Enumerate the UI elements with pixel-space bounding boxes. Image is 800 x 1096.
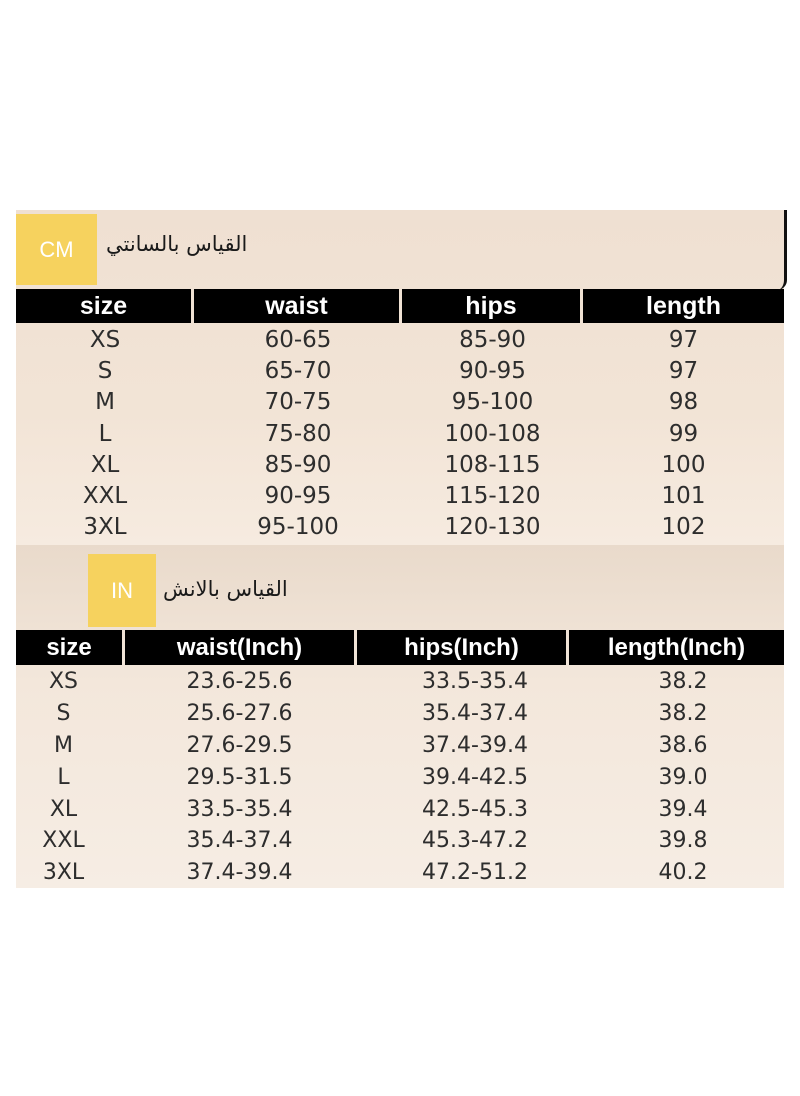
table-row [16, 825, 784, 857]
length-cell: 39.8 [658, 828, 708, 854]
cm-unit-badge: CM [16, 214, 97, 285]
waist-cell: 60-65 [264, 326, 332, 353]
hips-cell: 39.4-42.5 [422, 764, 528, 790]
size-cell: S [56, 701, 71, 727]
inch-header-length: length(Inch) [569, 630, 784, 665]
table-row [16, 512, 784, 543]
hips-cell: 35.4-37.4 [422, 701, 528, 727]
table-row [16, 857, 784, 889]
waist-cell: 29.5-31.5 [186, 764, 293, 790]
size-cell: XXL [42, 828, 85, 854]
size-cell: XS [89, 326, 121, 353]
hips-cell: 45.3-47.2 [422, 828, 528, 854]
inch-unit-badge: IN [88, 554, 156, 627]
table-row [16, 666, 784, 698]
cm-header-waist: waist [194, 289, 399, 323]
size-cell: XS [48, 669, 79, 695]
cm-header-length: length [583, 289, 784, 323]
hips-cell: 95-100 [451, 389, 534, 416]
length-cell: 39.0 [658, 764, 708, 790]
hips-cell: 33.5-35.4 [422, 669, 528, 695]
hips-cell: 115-120 [444, 483, 541, 510]
length-cell: 38.2 [658, 669, 708, 695]
hips-cell: 90-95 [459, 357, 526, 384]
length-cell: 39.4 [658, 796, 708, 822]
hips-cell: 100-108 [444, 420, 541, 447]
inch-header-size: size [16, 630, 122, 665]
hips-cell: 108-115 [444, 451, 541, 478]
table-row [16, 355, 784, 386]
waist-cell: 90-95 [264, 483, 332, 510]
inch-header-hips: hips(Inch) [357, 630, 566, 665]
size-cell: L [57, 764, 70, 790]
table-row [16, 793, 784, 825]
size-cell: XXL [82, 483, 128, 510]
size-cell: S [97, 357, 113, 384]
cm-header-row [16, 289, 784, 323]
table-row [16, 698, 784, 730]
length-cell: 100 [661, 451, 706, 478]
size-cell: 3XL [83, 514, 127, 541]
length-cell: 97 [668, 357, 699, 384]
length-cell: 38.2 [658, 701, 708, 727]
length-cell: 101 [661, 483, 706, 510]
size-cell: XL [90, 451, 120, 478]
cm-section-title: القياس بالسانتي [106, 232, 248, 256]
hips-cell: 120-130 [444, 514, 541, 541]
cm-header-size: size [16, 289, 191, 323]
inch-table-body [16, 666, 784, 889]
table-row [16, 418, 784, 449]
hips-cell: 37.4-39.4 [422, 732, 528, 758]
table-row [16, 324, 784, 355]
length-cell: 97 [668, 326, 699, 353]
length-cell: 99 [668, 420, 699, 447]
waist-cell: 33.5-35.4 [186, 796, 293, 822]
corner-edge-mark [775, 210, 787, 290]
waist-cell: 35.4-37.4 [186, 828, 293, 854]
table-row [16, 449, 784, 480]
hips-cell: 42.5-45.3 [422, 796, 528, 822]
waist-cell: 37.4-39.4 [186, 860, 293, 886]
inch-size-section [16, 545, 784, 888]
waist-cell: 23.6-25.6 [186, 669, 293, 695]
table-row [16, 480, 784, 511]
table-row [16, 730, 784, 762]
length-cell: 38.6 [658, 732, 708, 758]
waist-cell: 25.6-27.6 [186, 701, 293, 727]
waist-cell: 75-80 [264, 420, 332, 447]
cm-size-section [16, 210, 784, 545]
inch-header-row [16, 630, 784, 665]
size-cell: 3XL [42, 860, 85, 886]
cm-header-hips: hips [402, 289, 580, 323]
length-cell: 98 [668, 389, 699, 416]
size-cell: M [95, 389, 115, 416]
hips-cell: 85-90 [459, 326, 526, 353]
waist-cell: 70-75 [264, 389, 332, 416]
table-row [16, 387, 784, 418]
size-cell: XL [49, 796, 78, 822]
inch-section-title: القياس بالانش [163, 577, 288, 601]
size-cell: M [54, 732, 73, 758]
waist-cell: 27.6-29.5 [186, 732, 293, 758]
inch-header-waist: waist(Inch) [125, 630, 354, 665]
hips-cell: 47.2-51.2 [422, 860, 528, 886]
cm-table-body [16, 324, 784, 543]
length-cell: 40.2 [658, 860, 708, 886]
size-cell: L [98, 420, 112, 447]
length-cell: 102 [661, 514, 706, 541]
table-row [16, 761, 784, 793]
waist-cell: 65-70 [264, 357, 332, 384]
waist-cell: 95-100 [257, 514, 339, 541]
waist-cell: 85-90 [264, 451, 332, 478]
